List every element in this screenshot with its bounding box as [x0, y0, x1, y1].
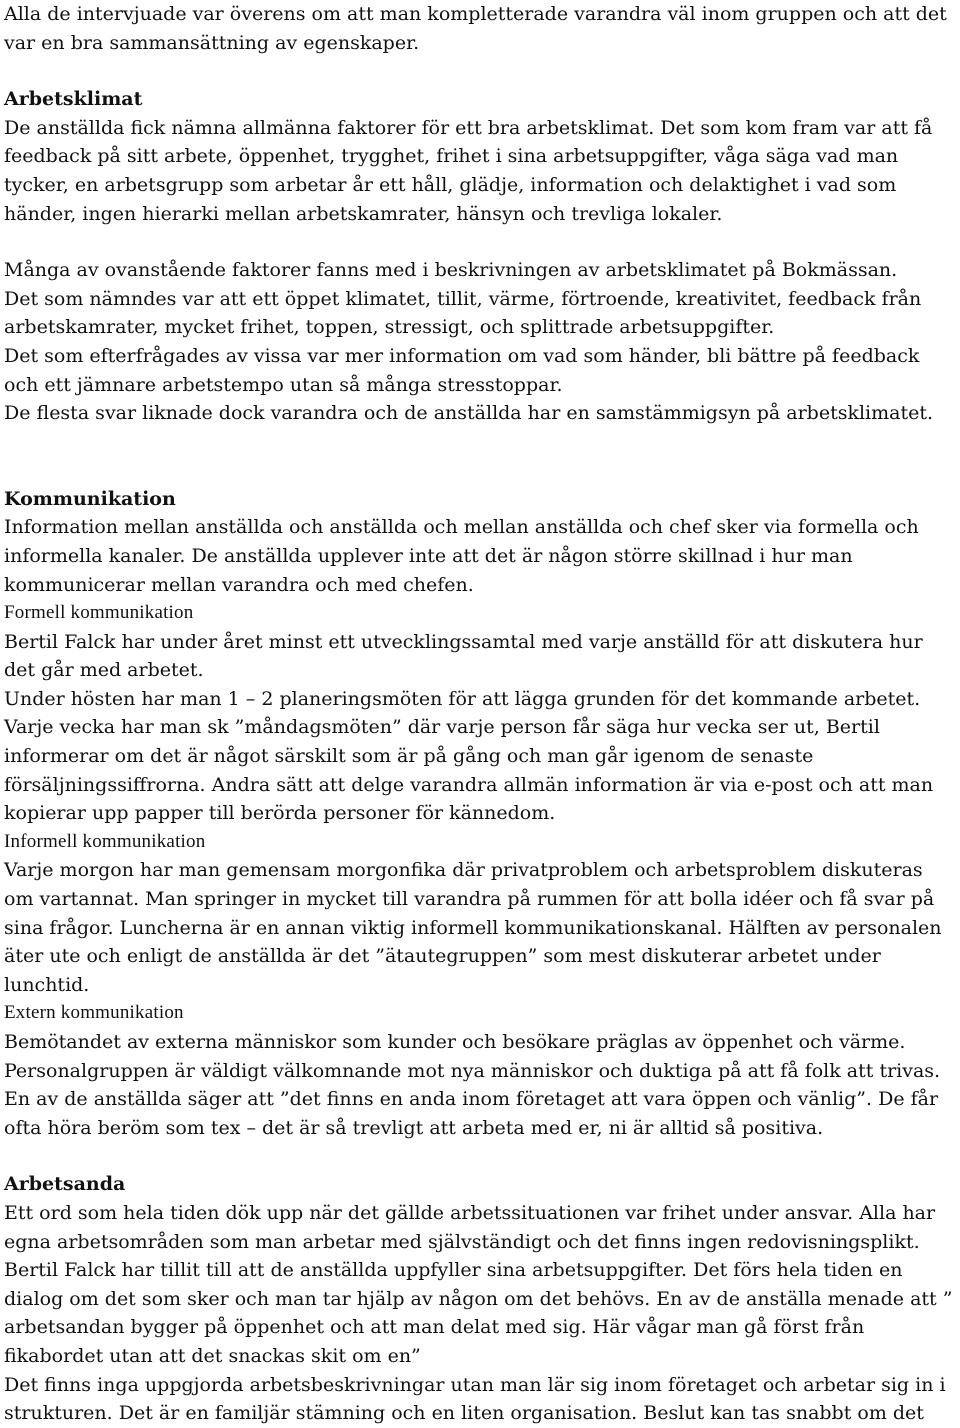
heading-arbetsklimat: Arbetsklimat [4, 88, 143, 111]
arbetsanda-paragraph-1: Ett ord som hela tiden dök upp när det gällde arbetssituationen var frihet under ansvar. Alla har egna arbetsområden som man arbetar med självständigt och det finns ingen redovisningsplikt. Bertil Falck har tillit till att de anställda uppfyller sina arbetsuppgifter. Det förs hela tiden en dialog om det som sker och man tar hjälp av någon om det behövs. En av de anställa menade att ” arbetsandan bygger på öppenhet och att man delat med sig. Här vågar man gå först från fikabordet utan att det snackas skit om en” [4, 1201, 953, 1367]
arbetsklimat-paragraph-1: De anställda fick nämna allmänna faktorer för ett bra arbetsklimat. Det som kom fram var att få feedback på sitt arbete, öppenhet, trygghet, frihet i sina arbetsuppgifter, våga säga vad man tycker, en arbetsgrupp som arbetar år ett håll, glädje, information och delaktighet i vad som händer, ingen hierarki mellan arbetskamrater, hänsyn och trevliga lokaler. [4, 116, 933, 225]
formell-paragraph-1: Bertil Falck har under året minst ett utvecklingssamtal med varje anställd för att diskutera hur det går med arbetet. [4, 630, 923, 682]
extern-paragraph-1: Bemötandet av externa människor som kunder och besökare präglas av öppenhet och värme. Personalgruppen är väldigt välkomnande mot nya människor och duktiga på att få folk att trivas. En av de anställda säger att ”det finns en anda inom företaget att vara öppen och vänlig”. De får ofta höra beröm som tex – det är så trevligt att arbeta med er, ni är alltid så positiva. [4, 1031, 941, 1139]
subheading-informell: Informell kommunikation [4, 830, 206, 852]
spacer [4, 428, 956, 485]
spacer [4, 228, 956, 256]
subheading-extern: Extern kommunikation [4, 1002, 184, 1024]
spacer [4, 57, 956, 85]
spacer [4, 1142, 956, 1170]
arbetsklimat-paragraph-2: Många av ovanstående faktorer fanns med i beskrivningen av arbetsklimatet på Bokmässan. [4, 259, 898, 282]
document-page [4, 0, 956, 1428]
formell-paragraph-2: Under hösten har man 1 – 2 planeringsmöten för att lägga grunden för det kommande arbetet. Varje vecka har man sk ”måndagsmöten” där varje person får säga hur vecka ser ut, Bertil informerar om det är något särskilt som är på gång och man går igenom de senaste försäljningssiffrorna. Andra sätt att delge varandra allmän information är via e-post och att man kopierar upp papper till berörda personer för kännedom. [4, 687, 934, 825]
arbetsklimat-paragraph-5: De flesta svar liknade dock varandra och de anställda har en samstämmigsyn på arbetsklimatet. [4, 402, 934, 425]
arbetsklimat-paragraph-4: Det som efterfrågades av vissa var mer information om vad som händer, bli bättre på feedback och ett jämnare arbetstempo utan så många stresstoppar. [4, 344, 920, 396]
heading-arbetsanda: Arbetsanda [4, 1173, 126, 1196]
intro-paragraph: Alla de intervjuade var överens om att man kompletterade varandra väl inom gruppen och att det var en bra sammansättning av egenskaper. [4, 3, 947, 54]
arbetsklimat-paragraph-3: Det som nämndes var att ett öppet klimatet, tillit, värme, förtroende, kreativitet, feedback från arbetskamrater, mycket frihet, toppen, stressigt, och splittrade arbetsuppgifter. [4, 287, 922, 339]
subheading-formell: Formell kommunikation [4, 602, 194, 624]
kommunikation-paragraph-1: Information mellan anställda och anställda och mellan anställda och chef sker via formella och informella kanaler. De anställda upplever inte att det är någon större skillnad i hur man kommunicerar mellan varandra och med chefen. [4, 516, 919, 596]
arbetsanda-paragraph-2: Det finns inga uppgjorda arbetsbeskrivningar utan man lär sig inom företaget och arbetar sig in i strukturen. Det är en familjär stämning och en liten organisation. Beslut kan tas snabbt om det [4, 1373, 946, 1425]
heading-kommunikation: Kommunikation [4, 487, 176, 510]
informell-paragraph-1: Varje morgon har man gemensam morgonfika där privatproblem och arbetsproblem diskuteras om vartannat. Man springer in mycket till varandra på rummen för att bolla idéer och få svar på sina frågor. Luncherna är en annan viktig informell kommunikationskanal. Hälften av personalen äter ute och enligt de anställda är det ”ätautegruppen” som mest diskuterar arbetet under lunchtid. [4, 859, 942, 996]
